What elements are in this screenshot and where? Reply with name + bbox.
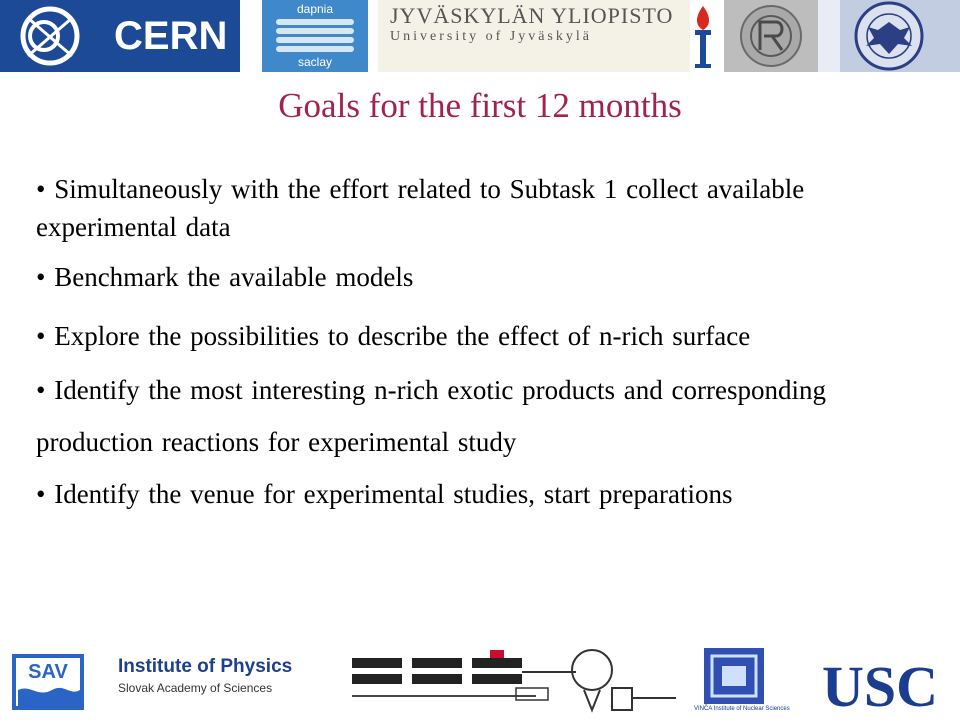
dapnia-saclay-logo: [262, 0, 368, 72]
usc-logo: [820, 650, 960, 718]
saclay-label: saclay: [297, 55, 332, 69]
jyvaskyla-university-logo: [378, 0, 690, 72]
gsi-logo: [346, 648, 682, 718]
vinca-caption: VINČA Institute of Nuclear Sciences: [694, 706, 790, 712]
torch-icon: [686, 0, 720, 72]
sav-text: SAV: [28, 661, 68, 683]
iop-subtitle: Slovak Academy of Sciences: [118, 681, 273, 695]
iop-name: Institute of Physics: [118, 656, 293, 677]
jyu-name: JYVÄSKYLÄN YLIOPISTO: [390, 3, 674, 28]
jyu-subtitle: University of Jyväskylä: [390, 29, 592, 44]
sav-logo: [8, 650, 108, 714]
bullet-item-5: • Identify the venue for experimental studies, start preparations: [36, 479, 733, 509]
bullet-item-3: • Explore the possibilities to describe the effect of n-rich surface: [36, 321, 751, 351]
vinca-emblem: [704, 648, 764, 704]
dapnia-label: dapnia: [296, 2, 334, 16]
bullet-item-1: • Simultaneously with the effort related to Subtask 1 collect available experimental data: [36, 174, 805, 242]
slide-title: Goals for the first 12 months: [278, 86, 682, 125]
university-warsaw-logo: [818, 0, 960, 72]
cern-logo: CERN: [100, 0, 240, 72]
vinca-institute-logo: [694, 648, 800, 718]
bullet-item-2: • Benchmark the available models: [36, 262, 414, 292]
usc-text: USC: [822, 654, 939, 718]
rez-institute-logo: [724, 0, 818, 72]
bullet-item-4: • Identify the most interesting n-rich exotic products and corresponding production reactions for experimental study: [36, 375, 827, 457]
institute-of-physics-logo: [118, 654, 318, 704]
bottom-logo-banner: [0, 642, 960, 720]
bullet-list: [36, 170, 926, 520]
cern-emblem-logo: [0, 0, 100, 72]
top-logo-banner: [0, 0, 960, 78]
